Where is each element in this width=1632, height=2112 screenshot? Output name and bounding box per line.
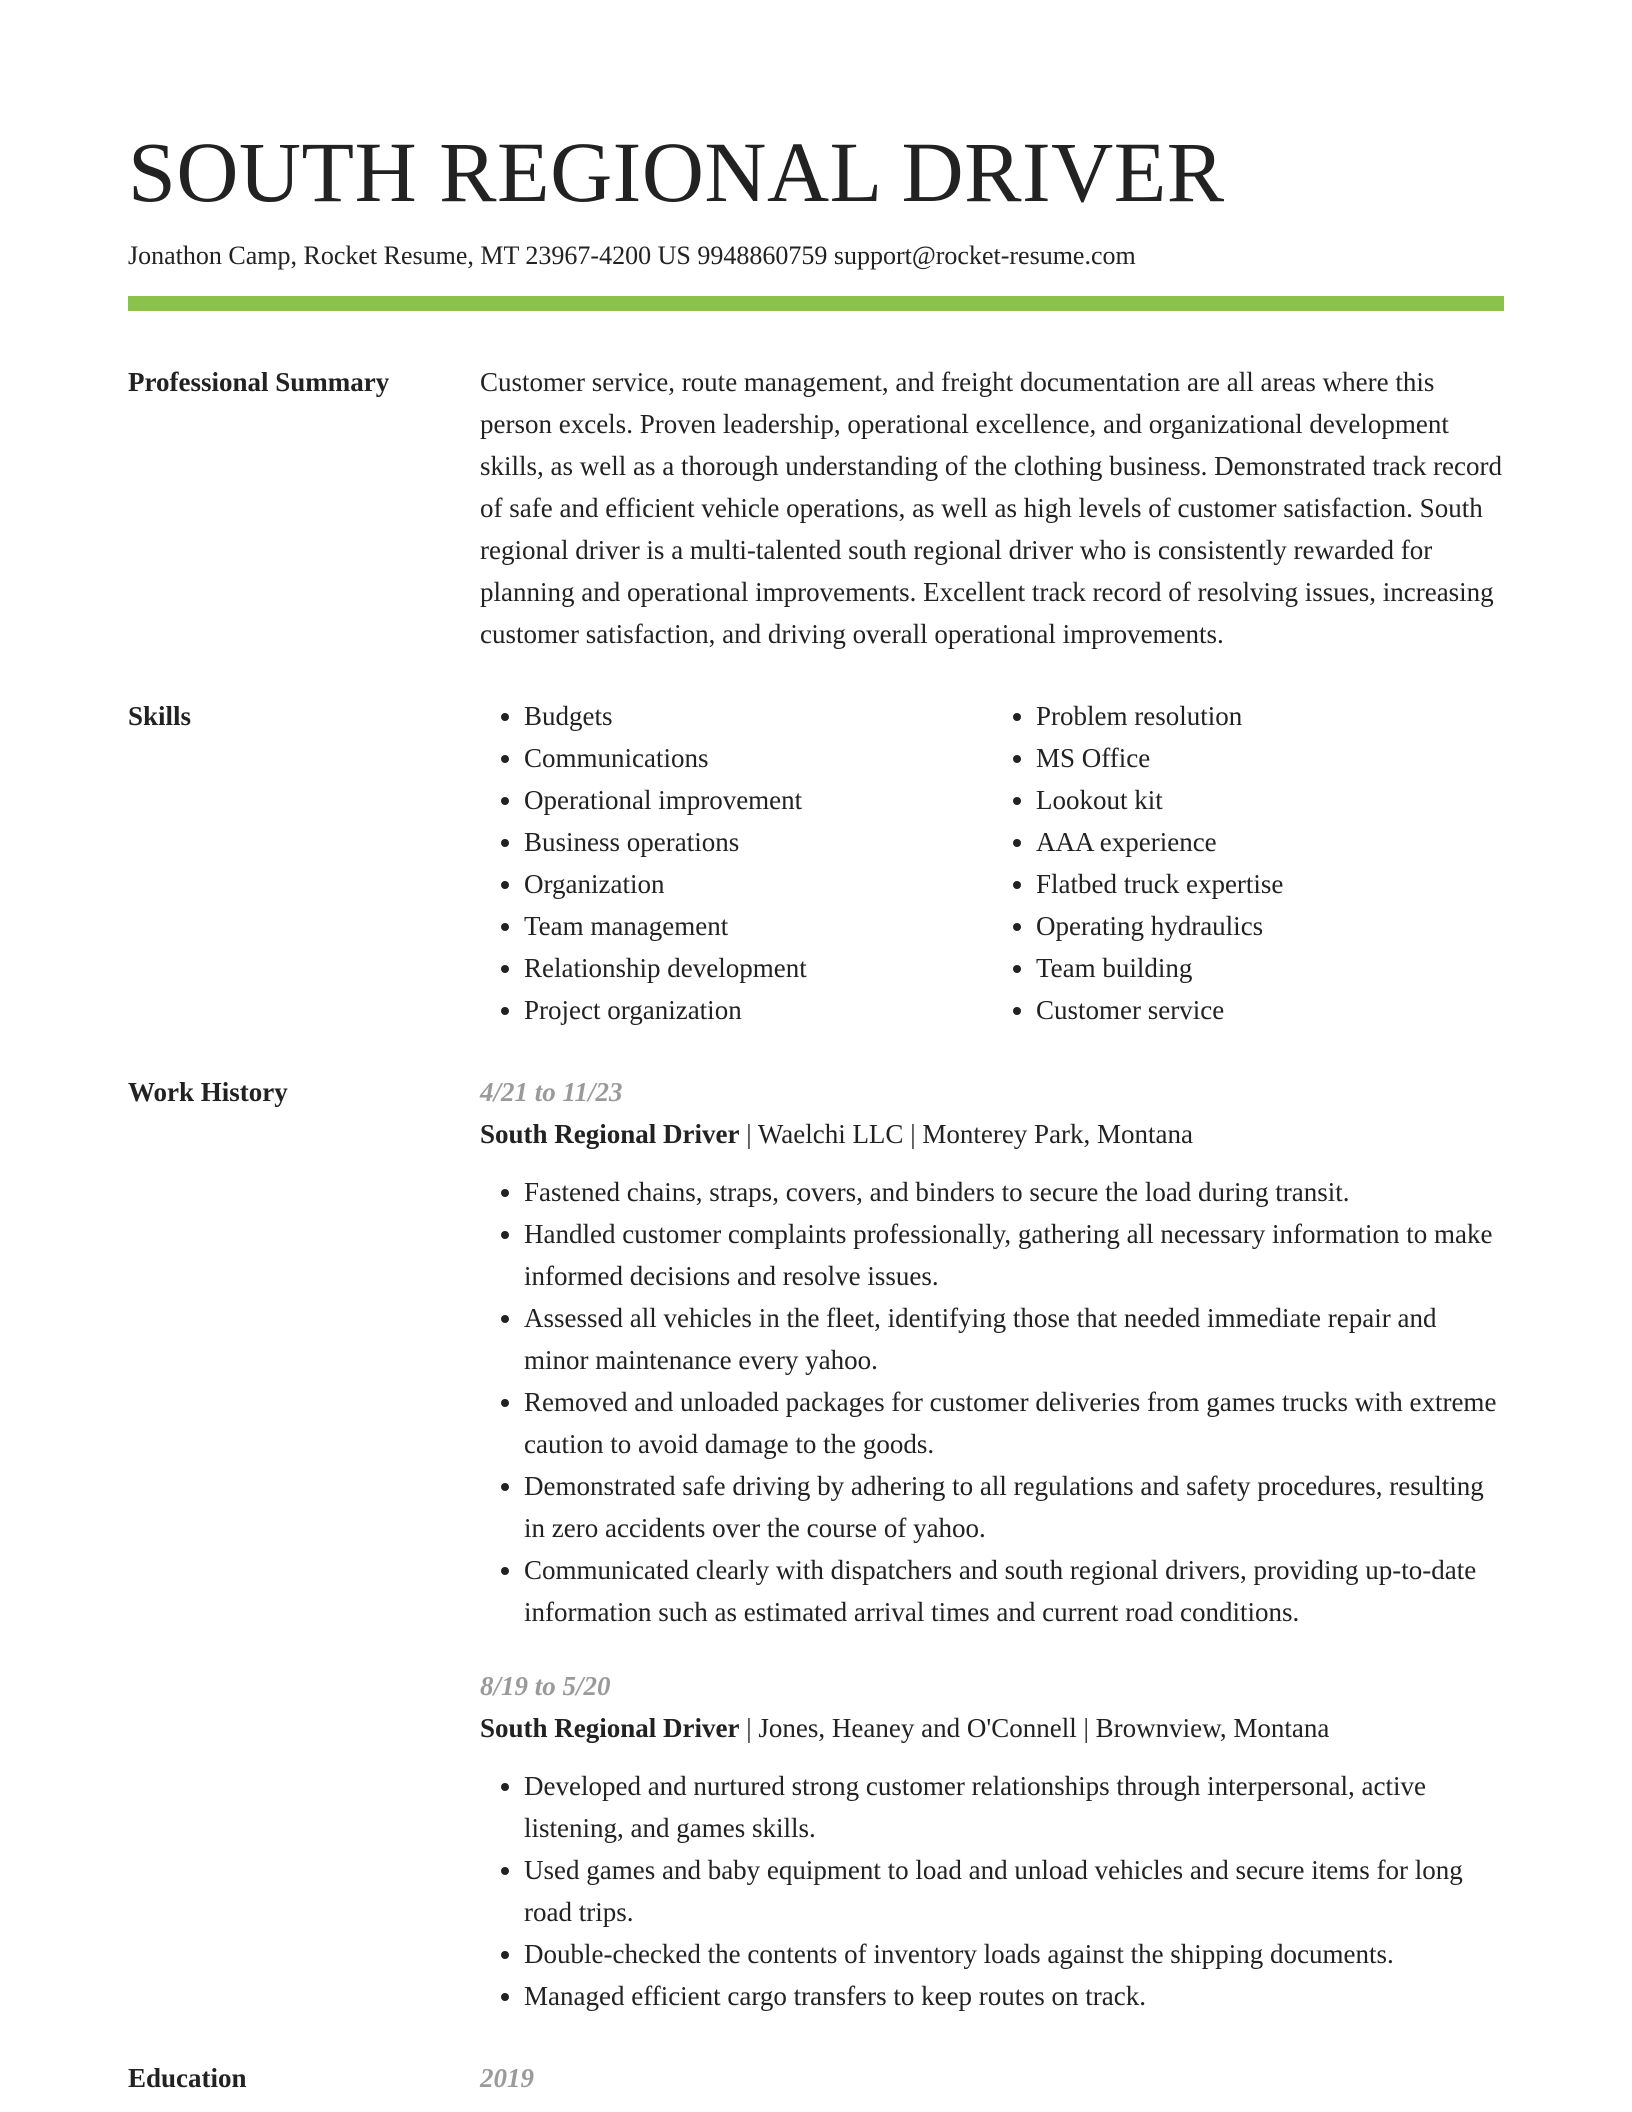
skill-item: • Team building [1036,947,1504,989]
skill-item: • Problem resolution [1036,695,1504,737]
job-bullet: • Communicated clearly with dispatchers and south regional drivers, providing up-to-date information such as estimated arrival times and current road conditions. [524,1549,1504,1633]
skill-item: • MS Office [1036,737,1504,779]
job-bullet: • Handled customer complaints professionally, gathering all necessary information to make informed decisions and resolve issues. [524,1213,1504,1297]
resume-page [128,120,1504,2099]
education-heading: Education [128,2063,247,2093]
skill-item: • Customer service [1036,989,1504,1031]
skill-item: • Project organization [524,989,992,1031]
job-title-line [480,1707,1504,1749]
job-bullet: • Demonstrated safe driving by adhering to all regulations and safety procedures, resulting in zero accidents over the course of yahoo. [524,1465,1504,1549]
summary-heading: Professional Summary [128,367,390,397]
job-bullet: • Double-checked the contents of inventory loads against the shipping documents. [524,1933,1504,1975]
job-title-line [480,1113,1504,1155]
job-dates: 4/21 to 11/23 [480,1077,623,1107]
job-dates: 8/19 to 5/20 [480,1671,611,1701]
skills-list-right [992,695,1504,1031]
job-title: South Regional Driver [480,1713,740,1743]
job-bullet: • Fastened chains, straps, covers, and binders to secure the load during transit. [524,1171,1504,1213]
skill-item: • Team management [524,905,992,947]
job-bullet: • Assessed all vehicles in the fleet, identifying those that needed immediate repair and minor maintenance every yahoo. [524,1297,1504,1381]
accent-divider [128,296,1504,311]
skills-section [128,695,1504,1031]
skill-item: • Business operations [524,821,992,863]
job-bullet: • Developed and nurtured strong customer relationships through interpersonal, active listening, and games skills. [524,1765,1504,1849]
job-employer-location: | Waelchi LLC | Monterey Park, Montana [739,1119,1194,1149]
job-bullet: • Used games and baby equipment to load and unload vehicles and secure items for long road trips. [524,1849,1504,1933]
skill-item: • Lookout kit [1036,779,1504,821]
summary-section [128,361,1504,655]
job-title: South Regional Driver [480,1119,740,1149]
job-bullet: • Managed efficient cargo transfers to keep routes on track. [524,1975,1504,2017]
skill-item: • Communications [524,737,992,779]
skill-item: • Operating hydraulics [1036,905,1504,947]
resume-title: SOUTH REGIONAL DRIVER [128,124,1225,220]
education-year: 2019 [480,2063,534,2093]
skills-list-left [480,695,992,1031]
job-bullet: • Removed and unloaded packages for customer deliveries from games trucks with extreme caution to avoid damage to the goods. [524,1381,1504,1465]
education-section [128,2057,1504,2099]
skills-heading: Skills [128,701,192,731]
skill-item: • Relationship development [524,947,992,989]
skill-item: • Budgets [524,695,992,737]
summary-text: Customer service, route management, and freight documentation are all areas where this person excels. Proven leadership, operational excellence, and organizational development skills, as well as a thorough understanding of the clothing business. Demonstrated track record of safe and efficient vehicle operations, as well as high levels of customer satisfaction. South regional driver is a multi-talented south regional driver who is consistently rewarded for planning and operational improvements. Excellent track record of resolving issues, increasing customer satisfaction, and driving overall operational improvements. [480,367,1503,649]
job-bullets [480,1765,1504,2017]
skill-item: • AAA experience [1036,821,1504,863]
job-employer-location: | Jones, Heaney and O'Connell | Brownview, Montana [739,1713,1330,1743]
skill-item: • Organization [524,863,992,905]
work-history-section [128,1071,1504,2017]
contact-line: Jonathon Camp, Rocket Resume, MT 23967-4200 US 9948860759 support@rocket-resume.com [128,241,1136,270]
job-entry [480,1071,1504,1633]
skill-item: • Flatbed truck expertise [1036,863,1504,905]
work-history-heading: Work History [128,1077,288,1107]
job-bullets [480,1171,1504,1633]
skill-item: • Operational improvement [524,779,992,821]
job-entry [480,1665,1504,2017]
